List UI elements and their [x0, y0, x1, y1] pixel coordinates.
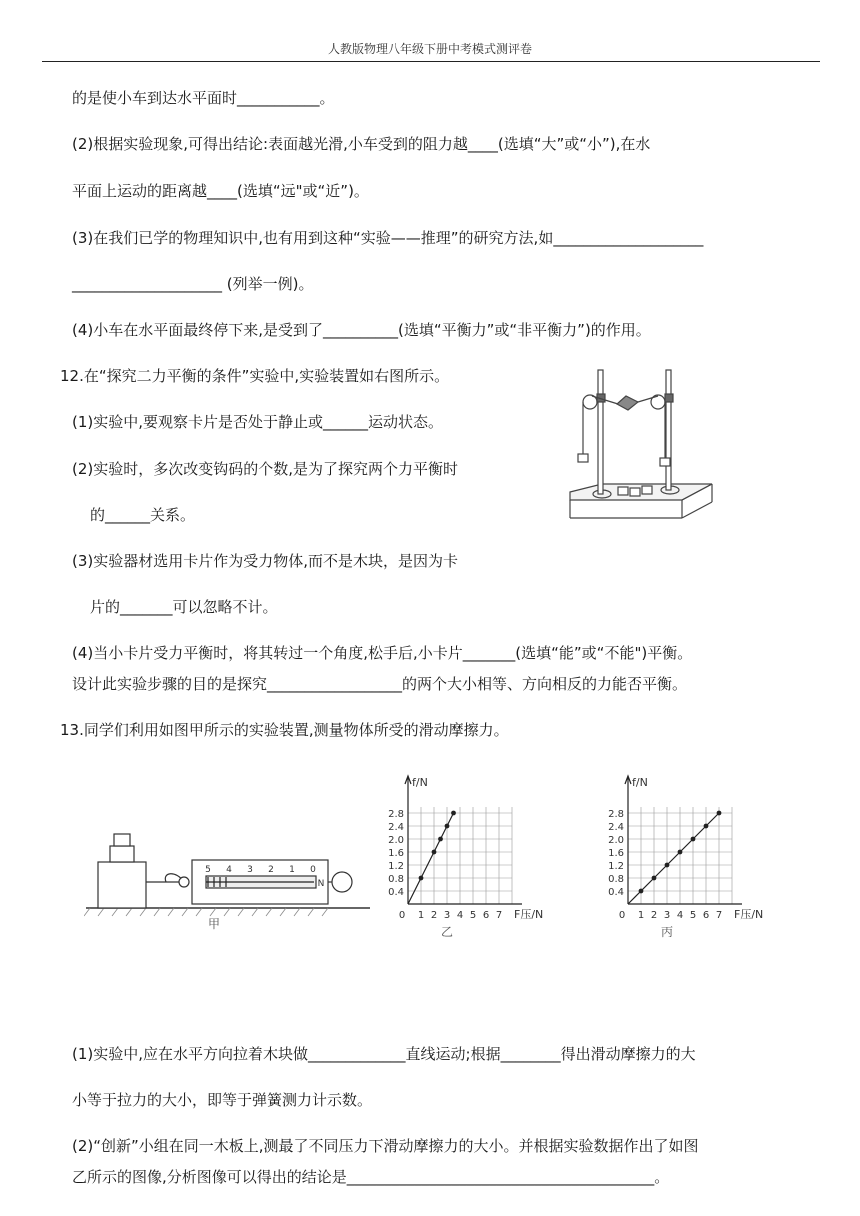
x-tick-label: 2 — [430, 910, 438, 921]
text-line: 的是使小车到达水平面时___________。 — [72, 89, 335, 107]
x-tick-label: 3 — [663, 910, 671, 921]
data-point — [419, 876, 424, 881]
x-tick-label: 0 — [398, 910, 406, 921]
scale-mark: 5 — [205, 865, 211, 875]
chart-grid — [408, 807, 512, 904]
x-tick-label: 6 — [482, 910, 490, 921]
chart-grid — [628, 807, 732, 904]
text-line: (1)实验中,应在水平方向拉着木块做_____________直线运动;根据________得出滑动摩擦力的大 — [72, 1045, 696, 1063]
data-point — [704, 824, 709, 829]
text-line: (3)实验器材选用卡片作为受力物体,而不是木块，是因为卡 — [72, 552, 459, 570]
chart-axes — [405, 776, 522, 904]
text-line: 片的_______可以忽略不计。 — [90, 598, 278, 616]
x-tick-label: 2 — [650, 910, 658, 921]
text-line: 平面上运动的距离越____(选填“远"或“近”)。 — [72, 182, 369, 200]
friction-chart-bing — [590, 770, 780, 940]
x-tick-label: 4 — [456, 910, 464, 921]
data-point — [652, 876, 657, 881]
y-tick-label: 1.2 — [388, 861, 404, 872]
text-line: (4)当小卡片受力平衡时，将其转过一个角度,松手后,小卡片_______(选填“能”或“不能")平衡。 — [72, 644, 693, 662]
x-tick-label: 5 — [689, 910, 697, 921]
chart-series — [408, 811, 456, 904]
question-12-stem: 12.在“探究二力平衡的条件”实验中,实验装置如右图所示。 — [60, 367, 450, 385]
x-tick-label: 7 — [495, 910, 503, 921]
y-tick-label: 0.8 — [388, 874, 404, 885]
y-axis-label: f/N — [632, 776, 648, 789]
x-tick-label: 6 — [702, 910, 710, 921]
x-tick-label: 1 — [417, 910, 425, 921]
data-point — [445, 824, 450, 829]
friction-chart-yi — [370, 770, 550, 940]
y-tick-label: 1.6 — [608, 848, 624, 859]
x-axis-label: F压/N — [514, 908, 544, 921]
data-point — [717, 811, 722, 816]
y-axis-label: f/N — [412, 776, 428, 789]
text-line: (1)实验中,要观察卡片是否处于静止或______运动状态。 — [72, 413, 444, 431]
x-tick-label: 3 — [443, 910, 451, 921]
x-tick-label: 5 — [469, 910, 477, 921]
scale-mark: 1 — [289, 865, 295, 875]
scale-mark: 2 — [268, 865, 274, 875]
spring-scale-figure — [84, 820, 374, 940]
scale-mark: 4 — [226, 865, 232, 875]
figure-caption: 乙 — [440, 925, 454, 939]
y-tick-label: 1.6 — [388, 848, 404, 859]
x-axis-label: F压/N — [734, 908, 764, 921]
data-point — [691, 837, 696, 842]
x-tick-label: 1 — [637, 910, 645, 921]
text-line: (2)实验时，多次改变钩码的个数,是为了探究两个力平衡时 — [72, 460, 459, 478]
data-point — [665, 863, 670, 868]
data-point — [438, 837, 443, 842]
text-line: 设计此实验步骤的目的是探究__________________的两个大小相等、方向相反的力能否平衡。 — [72, 675, 688, 693]
balance-apparatus-figure — [562, 364, 724, 524]
y-tick-label: 2.0 — [608, 835, 624, 846]
text-line: 小等于拉力的大小，即等于弹簧测力计示数。 — [72, 1091, 373, 1109]
y-tick-label: 1.2 — [608, 861, 624, 872]
header-rule — [42, 61, 820, 62]
data-point — [432, 850, 437, 855]
scale-unit: N — [317, 879, 325, 889]
y-tick-label: 0.8 — [608, 874, 624, 885]
text-line: (2)“创新”小组在同一木板上,测最了不同压力下滑动摩擦力的大小。并根据实验数据作出了如图 — [72, 1137, 699, 1155]
y-tick-label: 2.8 — [388, 809, 404, 820]
text-line: (3)在我们已学的物理知识中,也有用到这种“实验——推理”的研究方法,如____________________ — [72, 229, 704, 247]
figure-caption: 甲 — [207, 917, 221, 931]
y-tick-label: 2.4 — [608, 822, 624, 833]
y-tick-label: 2.0 — [388, 835, 404, 846]
chart-series — [628, 811, 721, 904]
text-line: (4)小车在水平面最终停下来,是受到了__________(选填“平衡力”或“非平衡力”)的作用。 — [72, 321, 651, 339]
data-point — [639, 889, 644, 894]
y-tick-label: 2.4 — [388, 822, 404, 833]
scale-mark: 3 — [247, 865, 253, 875]
x-tick-label: 0 — [618, 910, 626, 921]
text-line: (2)根据实验现象,可得出结论:表面越光滑,小车受到的阻力越____(选填“大”或“小”),在水 — [72, 135, 651, 153]
y-tick-label: 2.8 — [608, 809, 624, 820]
text-line: ____________________ (列举一例)。 — [72, 275, 314, 293]
text-line: 乙所示的图像,分析图像可以得出的结论是_________________________________________。 — [72, 1168, 670, 1186]
page-header: 人教版物理八年级下册中考模式测评卷 — [327, 42, 532, 56]
x-tick-label: 4 — [676, 910, 684, 921]
y-tick-label: 0.4 — [388, 887, 404, 898]
question-13-stem: 13.同学们利用如图甲所示的实验装置,测量物体所受的滑动摩擦力。 — [60, 721, 509, 739]
x-tick-label: 7 — [715, 910, 723, 921]
data-point — [678, 850, 683, 855]
scale-mark: 0 — [310, 865, 316, 875]
text-line: 的______关系。 — [90, 506, 196, 524]
data-point — [451, 811, 456, 816]
figure-caption: 丙 — [660, 925, 674, 939]
y-tick-label: 0.4 — [608, 887, 624, 898]
chart-axes — [625, 776, 742, 904]
